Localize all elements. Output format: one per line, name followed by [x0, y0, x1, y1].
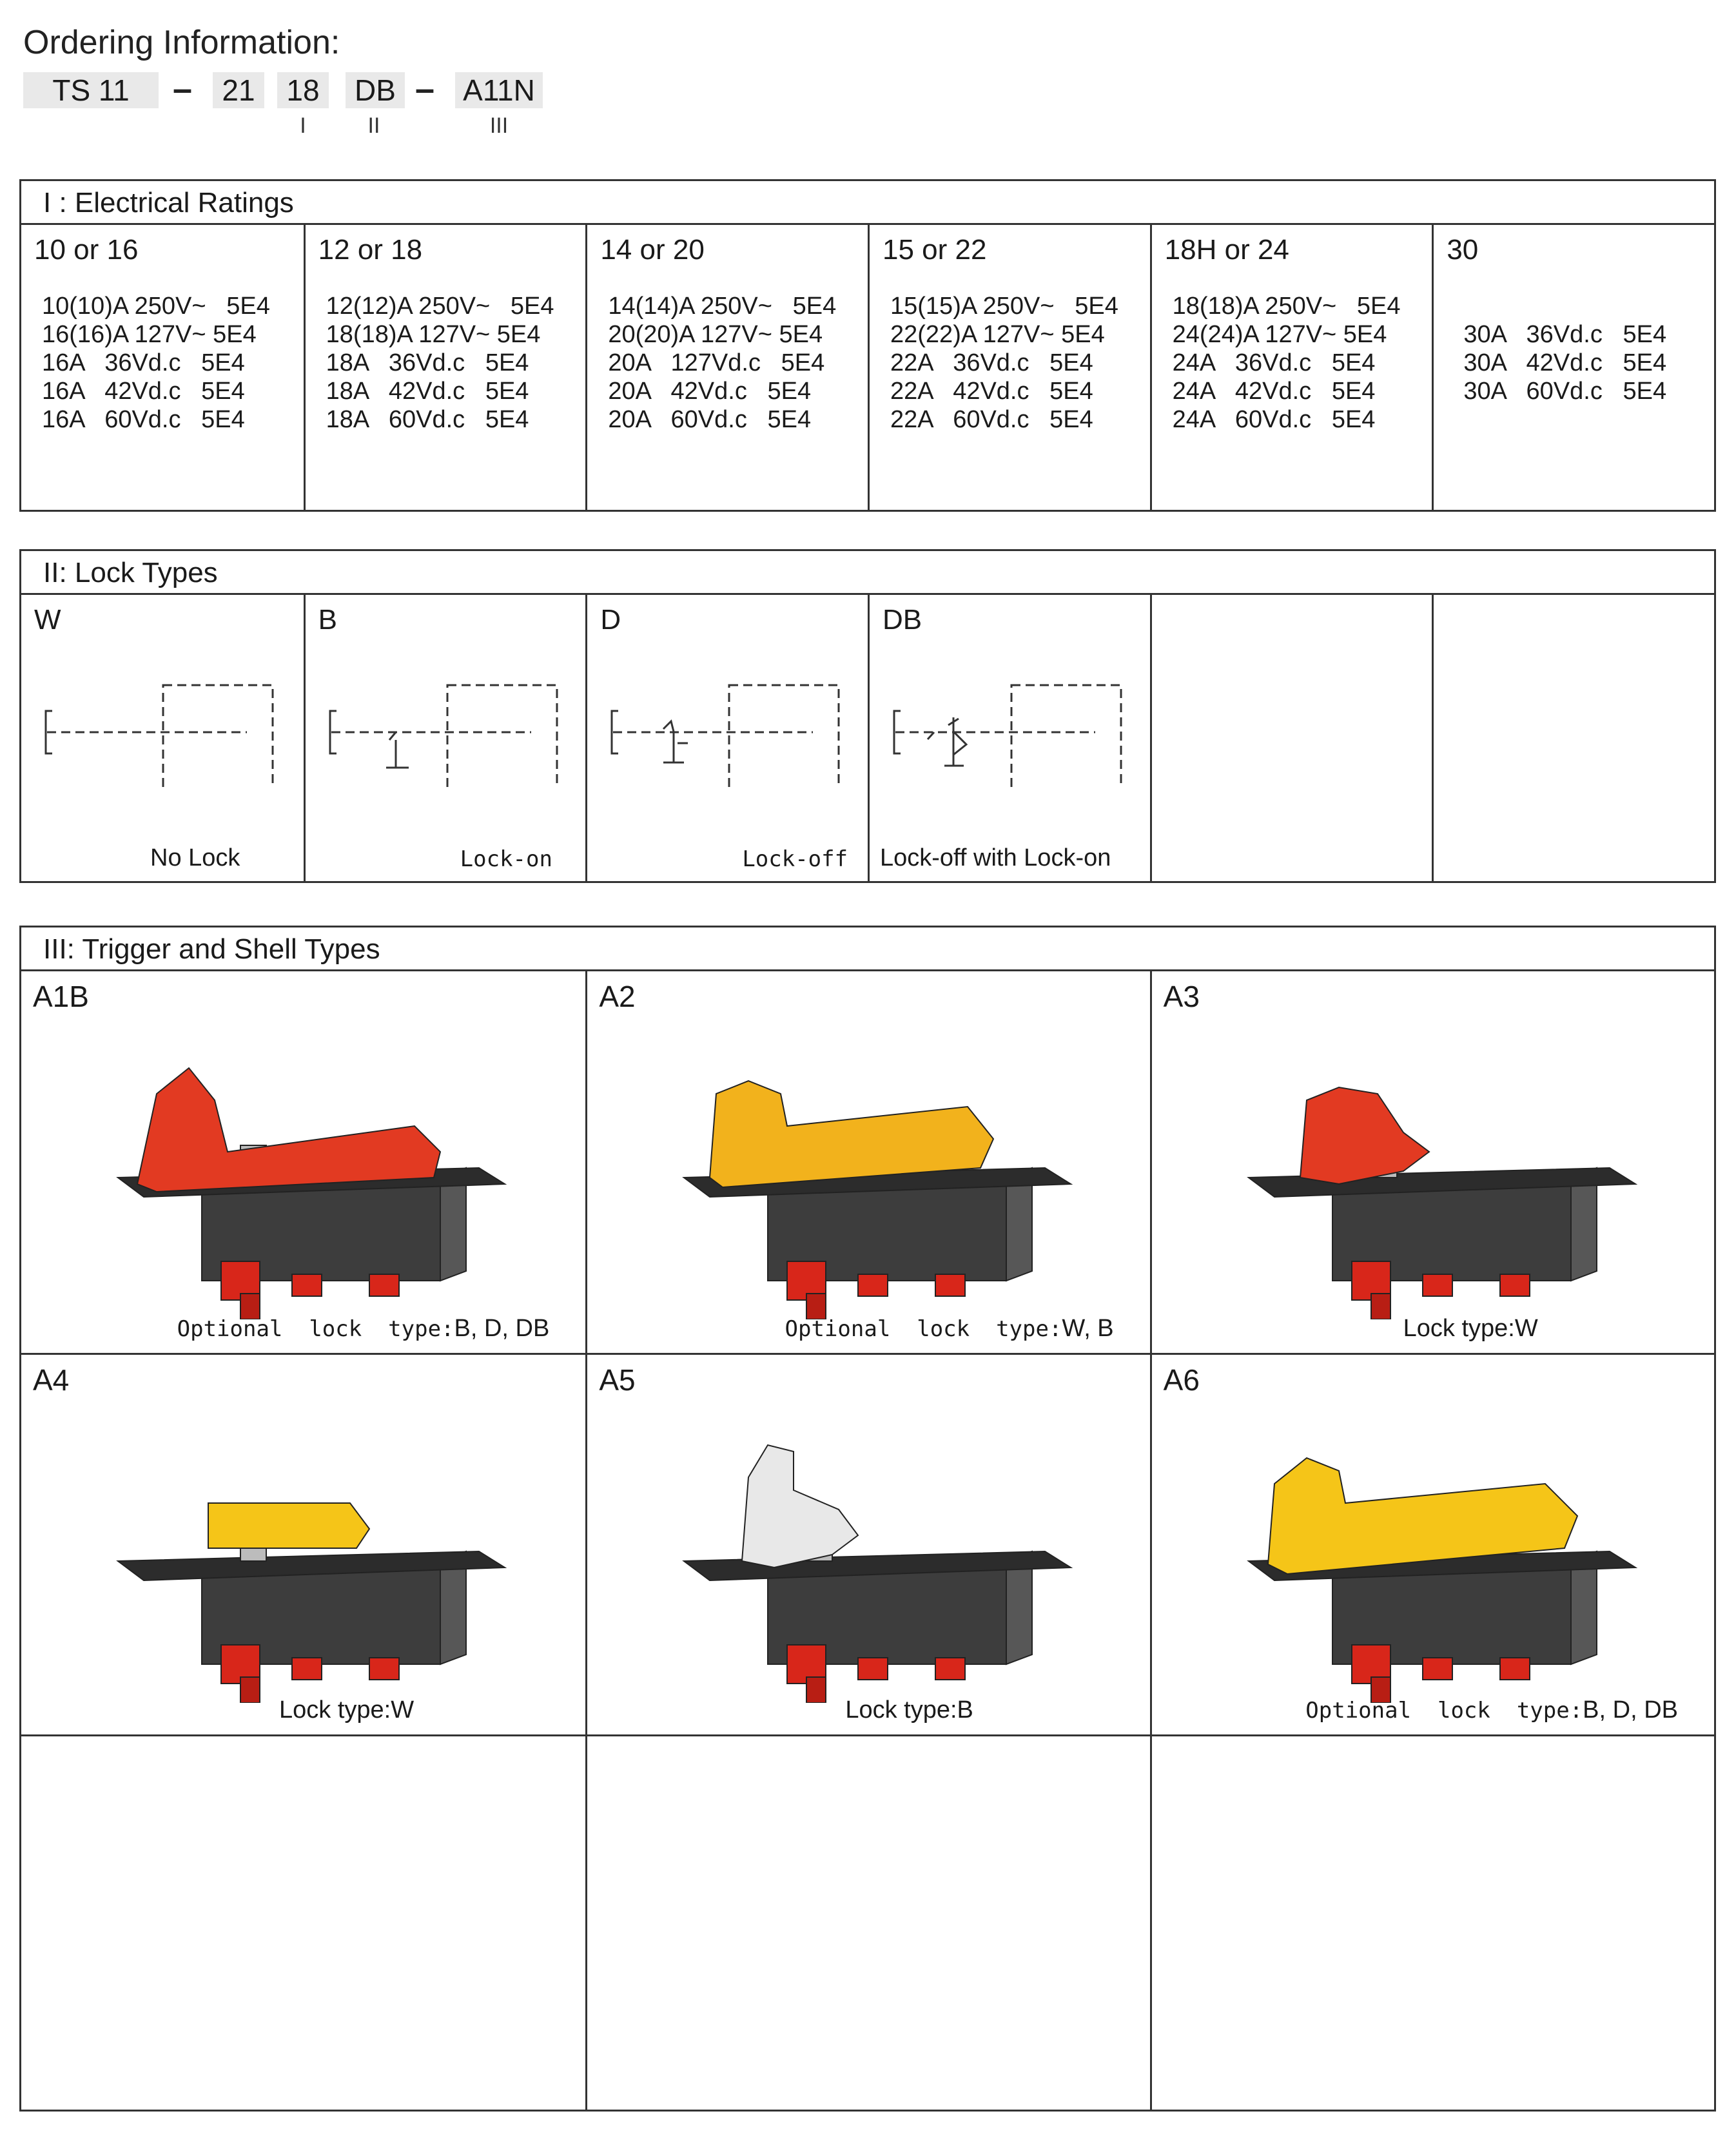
- rating-line: 16A 60Vd.c 5E4: [42, 406, 245, 433]
- trigger-caption-prefix: Lock type:: [845, 1696, 957, 1723]
- lock-label: W: [34, 604, 61, 636]
- trigger-caption: [279, 1696, 414, 1724]
- white-trigger-icon: [645, 1406, 1097, 1703]
- rating-column: [585, 225, 868, 510]
- lock-column: [21, 595, 304, 881]
- rating-line: 24(24)A 127V~ 5E4: [1172, 321, 1387, 348]
- trigger-caption-value: W, B: [1062, 1315, 1114, 1342]
- trigger-caption: [1403, 1315, 1538, 1343]
- rating-line: 10(10)A 250V~ 5E4: [42, 293, 270, 320]
- trigger-cell: [21, 971, 585, 1353]
- rating-column-label: 12 or 18: [318, 234, 423, 266]
- rating-column: [304, 225, 586, 510]
- trigger-types-table: [19, 926, 1716, 2112]
- electrical-ratings-table: [19, 179, 1716, 512]
- rating-column-label: 15 or 22: [883, 234, 987, 266]
- lock-caption: Lock-off: [742, 846, 848, 872]
- rating-line: 18A 60Vd.c 5E4: [326, 406, 529, 433]
- page-title: Ordering Information:: [23, 24, 340, 61]
- section-heading: I : Electrical Ratings: [21, 181, 1714, 225]
- code-roman-2: II: [367, 113, 380, 138]
- rating-line: 16A 36Vd.c 5E4: [42, 349, 245, 376]
- lock-schematic-icon: [325, 672, 570, 788]
- rating-line: 18(18)A 250V~ 5E4: [1172, 293, 1401, 320]
- code-trigger: A11N: [455, 72, 543, 108]
- rating-line: 20(20)A 127V~ 5E4: [608, 321, 823, 348]
- rating-line: 30A 60Vd.c 5E4: [1463, 378, 1667, 405]
- rating-column: [1432, 225, 1714, 510]
- trigger-caption-prefix: Optional lock type:: [785, 1316, 1062, 1342]
- rating-line: 22A 36Vd.c 5E4: [890, 349, 1093, 376]
- trigger-caption-value: B, D, DB: [1583, 1696, 1678, 1723]
- trigger-cell: [585, 1353, 1149, 1734]
- trigger-shape: [742, 1445, 858, 1568]
- lock-label: DB: [883, 604, 922, 636]
- yellow-trigger-icon: [645, 1023, 1097, 1319]
- lock-label: B: [318, 604, 338, 636]
- rating-line: 12(12)A 250V~ 5E4: [326, 293, 554, 320]
- rating-line: 15(15)A 250V~ 5E4: [890, 293, 1118, 320]
- trigger-label: A4: [33, 1363, 70, 1397]
- rating-line: 22A 60Vd.c 5E4: [890, 406, 1093, 433]
- code-rating-2: 18: [277, 72, 329, 108]
- lock-types-table: [19, 549, 1716, 883]
- lock-schematic-icon: [889, 672, 1134, 788]
- long-yellow-trigger-icon: [1210, 1406, 1661, 1703]
- trigger-caption: [1305, 1696, 1678, 1724]
- code-lock: DB: [346, 72, 405, 108]
- rating-line: 24A 42Vd.c 5E4: [1172, 378, 1376, 405]
- rating-line: 18A 42Vd.c 5E4: [326, 378, 529, 405]
- rating-column: [21, 225, 304, 510]
- lock-caption: No Lock: [150, 844, 240, 871]
- rating-column: [1150, 225, 1432, 510]
- trigger-cell: [21, 1734, 585, 2110]
- rating-line: 24A 60Vd.c 5E4: [1172, 406, 1376, 433]
- lock-column: [1432, 595, 1714, 881]
- rating-line: 20A 127Vd.c 5E4: [608, 349, 825, 376]
- rating-column-label: 18H or 24: [1164, 234, 1289, 266]
- code-series: TS 11: [23, 72, 159, 108]
- code-dash: –: [415, 70, 435, 108]
- lock-schematic-icon: [607, 672, 852, 788]
- rating-line: 14(14)A 250V~ 5E4: [608, 293, 837, 320]
- trigger-caption-value: W: [391, 1696, 414, 1723]
- trigger-caption-value: B: [957, 1696, 973, 1723]
- trigger-label: A2: [599, 980, 636, 1013]
- lock-column: [585, 595, 868, 881]
- lock-column: [1150, 595, 1432, 881]
- trigger-caption: [845, 1696, 973, 1724]
- rating-line: 16A 42Vd.c 5E4: [42, 378, 245, 405]
- section-heading: III: Trigger and Shell Types: [21, 927, 1714, 971]
- trigger-cell: [1150, 971, 1714, 1353]
- code-roman-3: III: [489, 113, 509, 138]
- rating-column-label: 10 or 16: [34, 234, 139, 266]
- rating-line: 24A 36Vd.c 5E4: [1172, 349, 1376, 376]
- rating-line: 22A 42Vd.c 5E4: [890, 378, 1093, 405]
- trigger-cell: [1150, 1734, 1714, 2110]
- trigger-cell: [1150, 1353, 1714, 1734]
- trigger-caption-prefix: Lock type:: [279, 1696, 391, 1723]
- trigger-caption-value: B, D, DB: [454, 1315, 550, 1342]
- lock-schematic-icon: [41, 672, 286, 788]
- rating-line: 16(16)A 127V~ 5E4: [42, 321, 257, 348]
- trigger-cell: [585, 971, 1149, 1353]
- trigger-caption-value: W: [1514, 1315, 1538, 1342]
- code-roman-1: I: [300, 113, 306, 138]
- trigger-shape: [208, 1503, 369, 1548]
- trigger-cell: [21, 1353, 585, 1734]
- lock-caption: Lock-off with Lock-on: [880, 844, 1111, 871]
- rating-line: 18(18)A 127V~ 5E4: [326, 321, 541, 348]
- rating-line: 30A 36Vd.c 5E4: [1463, 321, 1667, 348]
- lock-column: [868, 595, 1150, 881]
- lock-caption: Lock-on: [460, 846, 552, 872]
- trigger-label: A5: [599, 1363, 636, 1397]
- rating-line: 22(22)A 127V~ 5E4: [890, 321, 1105, 348]
- trigger-label: A6: [1163, 1363, 1200, 1397]
- code-dash: –: [173, 70, 193, 108]
- trigger-caption-prefix: Lock type:: [1403, 1315, 1515, 1342]
- rating-line: 20A 60Vd.c 5E4: [608, 406, 812, 433]
- short-red-trigger-icon: [1210, 1023, 1661, 1319]
- lock-label: D: [600, 604, 621, 636]
- trigger-caption-prefix: Optional lock type:: [177, 1316, 454, 1342]
- yellow-slide-trigger-icon: [79, 1406, 531, 1703]
- rating-column: [868, 225, 1150, 510]
- section-heading: II: Lock Types: [21, 551, 1714, 595]
- trigger-caption-prefix: Optional lock type:: [1305, 1698, 1583, 1723]
- trigger-shape: [1300, 1087, 1429, 1184]
- lock-column: [304, 595, 586, 881]
- trigger-label: A3: [1163, 980, 1200, 1013]
- trigger-caption: [177, 1315, 550, 1343]
- trigger-cell: [585, 1734, 1149, 2110]
- trigger-label: A1B: [33, 980, 89, 1013]
- tall-red-trigger-icon: [79, 1023, 531, 1319]
- rating-line: 20A 42Vd.c 5E4: [608, 378, 812, 405]
- rating-line: [1463, 292, 1666, 320]
- rating-column-label: 30: [1447, 234, 1479, 266]
- code-rating-1: 21: [213, 72, 264, 108]
- rating-column-label: 14 or 20: [600, 234, 705, 266]
- trigger-caption: [785, 1315, 1114, 1343]
- trigger-shape: [137, 1068, 440, 1192]
- rating-line: 30A 42Vd.c 5E4: [1463, 349, 1667, 376]
- rating-line: 18A 36Vd.c 5E4: [326, 349, 529, 376]
